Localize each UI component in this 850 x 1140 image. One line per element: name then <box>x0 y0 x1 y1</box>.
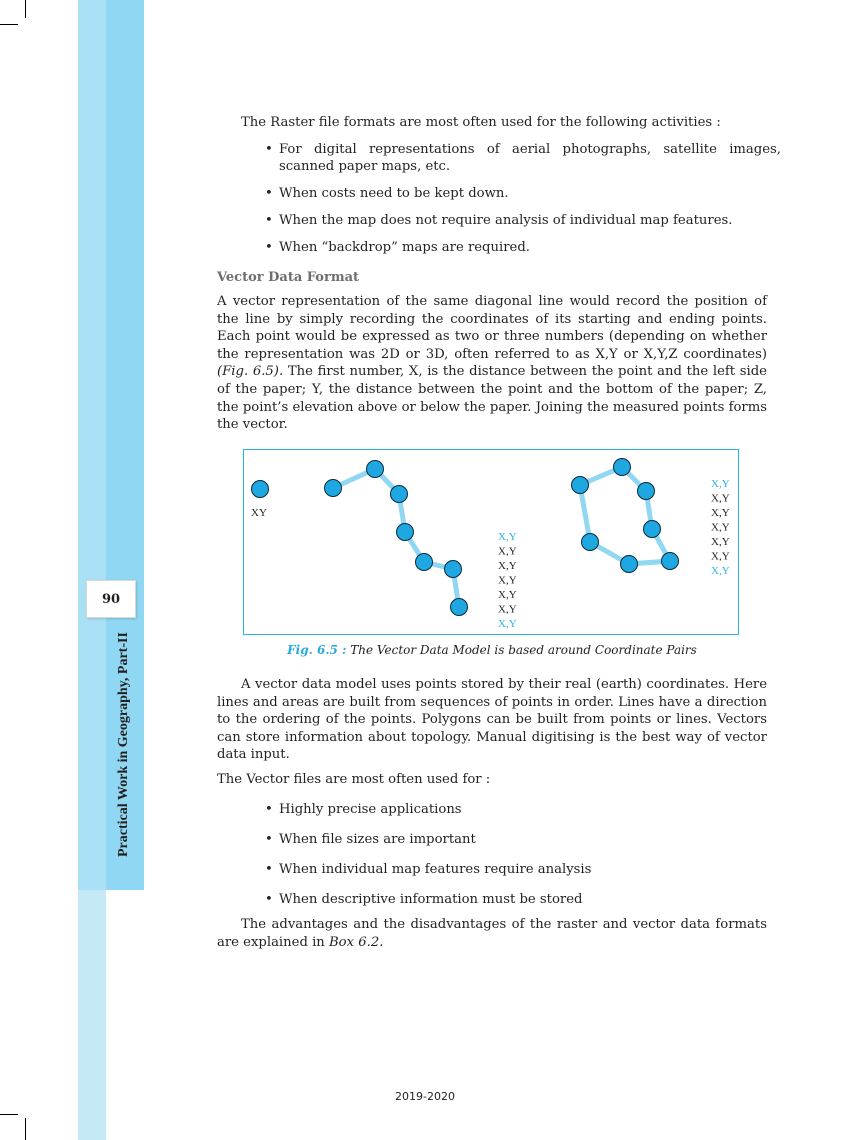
list-item-text: When “backdrop” maps are required. <box>279 240 530 255</box>
figure-vector-model <box>243 449 739 635</box>
coordinate-label: X,Y <box>711 492 730 505</box>
crop-mark <box>0 1114 18 1115</box>
list-item: • When individual map features require analysis <box>265 862 592 877</box>
vector-paragraph <box>217 293 767 434</box>
vertex-node <box>638 483 655 500</box>
vertex-node <box>397 524 414 541</box>
vertex-node <box>451 599 468 616</box>
list-item-text: When costs need to be kept down. <box>279 186 509 201</box>
figure-caption <box>217 643 767 657</box>
vertex-node <box>391 486 408 503</box>
list-item: • When file sizes are important <box>265 832 476 847</box>
coordinate-label: X,Y <box>711 536 730 548</box>
vector-paragraph-text: A vector representation of the same diagonal line would record the position of the line by simply recording the coordinates of its starting and ending points. Each point would be expressed as two or three numbers (depending on whether the representation was 2D or 3D, often referred to as X,Y or X,Y,Z coordinates) <box>217 294 767 362</box>
coordinate-label: X,Y <box>498 545 517 558</box>
list-item-text: When descriptive information must be stored <box>279 892 583 907</box>
vertex-node <box>325 480 342 497</box>
list-item: • When costs need to be kept down. <box>265 186 509 201</box>
side-title: Practical Work in Geography, Part-II <box>116 632 131 857</box>
vertex-node <box>662 553 679 570</box>
coordinate-label: X,Y <box>711 565 730 577</box>
coordinate-label: X,Y <box>498 560 517 572</box>
point-node <box>252 481 269 498</box>
coordinate-label: X,Y <box>498 618 517 630</box>
list-item: • When the map does not require analysis of individual map features. <box>265 213 733 228</box>
coordinate-label: X,Y <box>711 550 730 563</box>
figure-caption-text: The Vector Data Model is based around Coordinate Pairs <box>346 643 697 657</box>
figure-reference: (Fig. 6.5) <box>217 364 279 380</box>
list-item: • When “backdrop” maps are required. <box>265 240 530 255</box>
vertex-node <box>644 521 661 538</box>
point-label: XY <box>251 507 267 519</box>
coordinate-label: X,Y <box>711 507 730 519</box>
crop-mark <box>25 0 26 18</box>
list-item-text: When file sizes are important <box>279 832 476 847</box>
list-item: • Highly precise applications <box>265 802 462 817</box>
vertex-node <box>614 459 631 476</box>
coordinate-label: X,Y <box>711 521 730 534</box>
footer-year: 2019-2020 <box>395 1090 455 1103</box>
closing-paragraph <box>217 916 767 951</box>
page-number: 90 <box>86 580 136 618</box>
side-band-inner <box>78 0 106 890</box>
list-item-text: When the map does not require analysis of individual map features. <box>279 213 733 228</box>
box-reference: Box 6.2. <box>328 934 384 950</box>
vector-files-intro: The Vector files are most often used for : <box>217 772 491 787</box>
vector-model-diagram <box>244 450 737 633</box>
vector-paragraph-2: A vector data model uses points stored by their real (earth) coordinates. Here lines and areas are built from sequences of points in order. Lines have a direction to the ordering of the points. Polygons can be built from points or lines. Vectors can store information about topology. Manual digitising is the best way of vector data input. <box>217 677 767 763</box>
vertex-node <box>416 554 433 571</box>
vertex-node <box>621 556 638 573</box>
coordinate-label: X,Y <box>498 589 517 601</box>
section-heading: Vector Data Format <box>217 270 360 285</box>
crop-mark <box>25 1118 26 1140</box>
vector-paragraph-text: . The first number, X, is the distance between the point and the left side of the paper; Y, the distance between the point and the bottom of the paper; Z, the point’s elevation above or below the paper. Joining the measured points forms the vector. <box>217 364 767 433</box>
crop-mark <box>0 24 18 25</box>
closing-text: The advantages and the disadvantages of the raster and vector data formats are explained in <box>217 917 767 950</box>
vertex-node <box>572 477 589 494</box>
coordinate-label: X,Y <box>498 574 517 587</box>
list-item-text: For digital representations of aerial photographs, satellite images, scanned paper maps, etc. <box>279 142 781 175</box>
list-item-text: Highly precise applications <box>279 802 462 817</box>
coordinate-label: X,Y <box>498 603 517 616</box>
list-item-text: When individual map features require analysis <box>279 862 592 877</box>
list-item: • When descriptive information must be stored <box>265 892 583 907</box>
vertex-node <box>367 461 384 478</box>
raster-intro: The Raster file formats are most often used for the following activities : <box>241 115 721 130</box>
list-item: • For digital representations of aerial photographs, satellite images, scanned paper maps, etc. <box>265 142 781 175</box>
vertex-node <box>582 534 599 551</box>
figure-caption-label: Fig. 6.5 : <box>287 643 347 657</box>
coordinate-label: X,Y <box>498 531 517 543</box>
coordinate-label: X,Y <box>711 478 730 490</box>
vertex-node <box>445 561 462 578</box>
